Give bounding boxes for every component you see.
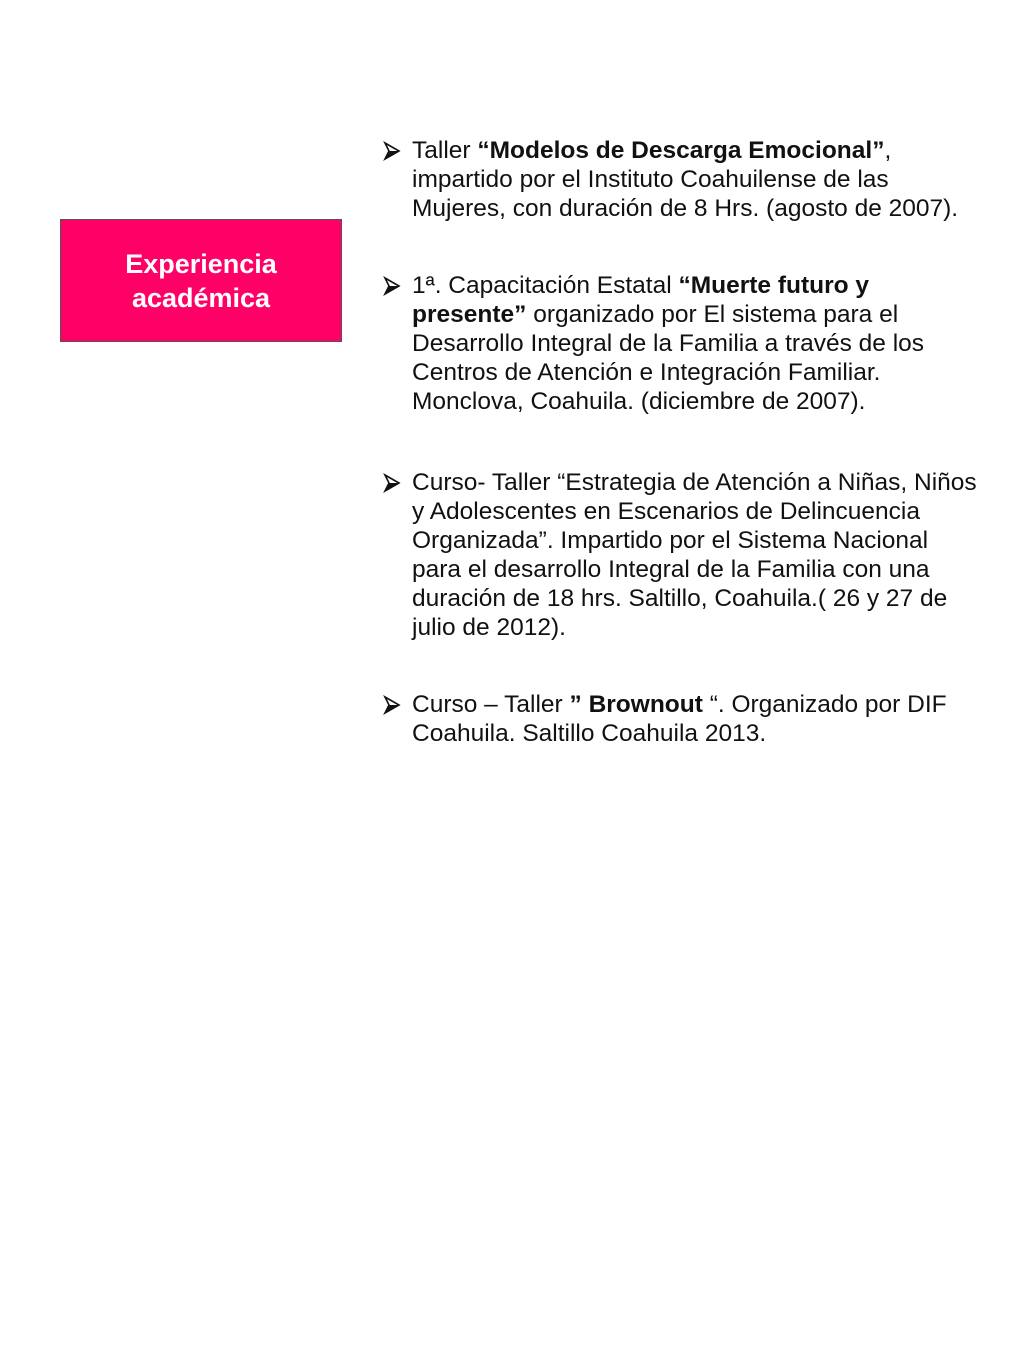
list-item bbox=[382, 136, 982, 223]
list-item bbox=[382, 271, 982, 416]
list-item-text: Curso- Taller “Estrategia de Atención a Niñas, Niños y Adolescentes en Escenarios de Delincuencia Organizada”. Impartido por el Sistema Nacional para el desarrollo Integral de la Familia con una duración de 18 hrs. Saltillo, Coahuila.( 26 y 27 de julio de 2012). bbox=[412, 469, 977, 641]
arrow-bullet-icon bbox=[382, 690, 412, 719]
list-item-text: Taller “Modelos de Descarga Emocional”, impartido por el Instituto Coahuilense de las Mujeres, con duración de 8 Hrs. (agosto de 2007). bbox=[412, 137, 959, 222]
list-item bbox=[382, 468, 982, 642]
section-title-line-1: Experiencia bbox=[125, 248, 277, 279]
arrow-bullet-icon bbox=[382, 468, 412, 497]
arrow-bullet-icon bbox=[382, 271, 412, 300]
section-title-line-2: académica bbox=[131, 282, 271, 313]
arrow-bullet-icon bbox=[382, 136, 412, 165]
list-item-text: Curso – Taller ” Brownout “. Organizado por DIF Coahuila. Saltillo Coahuila 2013. bbox=[412, 691, 947, 747]
list-item bbox=[382, 690, 982, 748]
list-item-text: 1ª. Capacitación Estatal “Muerte futuro y presente” organizado por El sistema para el Desarrollo Integral de la Familia a través de los Centros de Atención e Integración Familiar. Monclova, Coahuila. (diciembre de 2007). bbox=[412, 272, 925, 415]
experience-list bbox=[382, 136, 982, 748]
section-title-box bbox=[60, 219, 342, 342]
